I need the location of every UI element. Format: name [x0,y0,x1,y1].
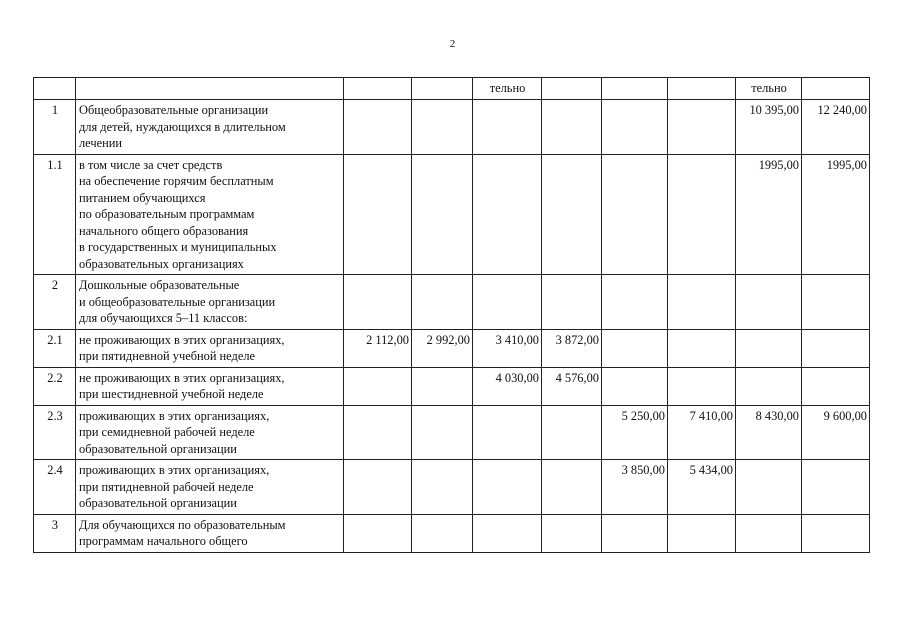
value-cell [802,460,870,515]
tariff-table [33,77,870,553]
value-cell [802,367,870,405]
value-cell [473,100,542,155]
value-cell: 5 250,00 [602,405,668,460]
header-cell [76,78,344,100]
value-cell: 5 434,00 [668,460,736,515]
value-cell: 12 240,00 [802,100,870,155]
value-cell [602,275,668,330]
table-header-row [34,78,870,100]
row-number-cell: 2.1 [34,329,76,367]
row-name-cell: проживающих в этих организациях, при семидневной рабочей неделе образовательной организации [76,405,344,460]
value-cell [736,514,802,552]
value-cell [736,367,802,405]
value-cell [412,154,473,275]
value-cell [473,275,542,330]
value-cell [736,275,802,330]
table-row [34,329,870,367]
value-cell [412,100,473,155]
table-row [34,275,870,330]
value-cell [344,367,412,405]
value-cell [736,329,802,367]
value-cell [668,329,736,367]
header-cell [668,78,736,100]
row-name-cell: не проживающих в этих организациях, при шестидневной учебной неделе [76,367,344,405]
value-cell: 1995,00 [802,154,870,275]
value-cell: 3 872,00 [542,329,602,367]
row-name-cell: Общеобразовательные организации для детей, нуждающихся в длительном лечении [76,100,344,155]
value-cell [542,460,602,515]
row-name-cell: Дошкольные образовательные и общеобразовательные организации для обучающихся 5–11 классов: [76,275,344,330]
row-number-cell: 2.4 [34,460,76,515]
value-cell [344,405,412,460]
value-cell [412,514,473,552]
page-number: 2 [449,38,456,50]
value-cell [412,460,473,515]
value-cell [802,514,870,552]
value-cell [344,514,412,552]
value-cell [344,460,412,515]
value-cell: 3 850,00 [602,460,668,515]
value-cell [668,154,736,275]
table-body [34,78,870,553]
value-cell [602,367,668,405]
header-cell [344,78,412,100]
value-cell [602,154,668,275]
row-number-cell: 3 [34,514,76,552]
header-cell [412,78,473,100]
value-cell [473,460,542,515]
header-cell [542,78,602,100]
row-number-cell: 2.3 [34,405,76,460]
value-cell [473,405,542,460]
row-name-cell: проживающих в этих организациях, при пятидневной рабочей неделе образовательной организации [76,460,344,515]
value-cell [802,275,870,330]
value-cell [736,460,802,515]
table-row [34,514,870,552]
table-row [34,154,870,275]
value-cell [542,514,602,552]
header-cell [802,78,870,100]
value-cell [473,514,542,552]
value-cell [344,100,412,155]
value-cell: 4 030,00 [473,367,542,405]
value-cell: 9 600,00 [802,405,870,460]
table-row [34,367,870,405]
value-cell [602,329,668,367]
row-name-cell: в том числе за счет средств на обеспечение горячим бесплатным питанием обучающихся по образовательным программам начального общего образования в государственных и муниципальных образовательных организациях [76,154,344,275]
value-cell [344,275,412,330]
value-cell [542,275,602,330]
row-number-cell: 2.2 [34,367,76,405]
row-number-cell: 2 [34,275,76,330]
table-row [34,460,870,515]
value-cell: 8 430,00 [736,405,802,460]
row-name-cell: Для обучающихся по образовательным программам начального общего [76,514,344,552]
value-cell: 2 112,00 [344,329,412,367]
value-cell [668,514,736,552]
header-cell: тельно [473,78,542,100]
value-cell: 4 576,00 [542,367,602,405]
value-cell: 7 410,00 [668,405,736,460]
header-cell [34,78,76,100]
row-number-cell: 1.1 [34,154,76,275]
value-cell [668,275,736,330]
value-cell [412,405,473,460]
value-cell [412,275,473,330]
value-cell: 3 410,00 [473,329,542,367]
header-cell [602,78,668,100]
value-cell [542,405,602,460]
value-cell [542,100,602,155]
value-cell [473,154,542,275]
value-cell [802,329,870,367]
value-cell [602,514,668,552]
row-name-cell: не проживающих в этих организациях, при пятидневной учебной неделе [76,329,344,367]
table-row [34,405,870,460]
value-cell [668,367,736,405]
value-cell [412,367,473,405]
value-cell [344,154,412,275]
value-cell: 1995,00 [736,154,802,275]
table-row [34,100,870,155]
value-cell [668,100,736,155]
value-cell: 10 395,00 [736,100,802,155]
value-cell [542,154,602,275]
header-cell: тельно [736,78,802,100]
value-cell [602,100,668,155]
value-cell: 2 992,00 [412,329,473,367]
row-number-cell: 1 [34,100,76,155]
